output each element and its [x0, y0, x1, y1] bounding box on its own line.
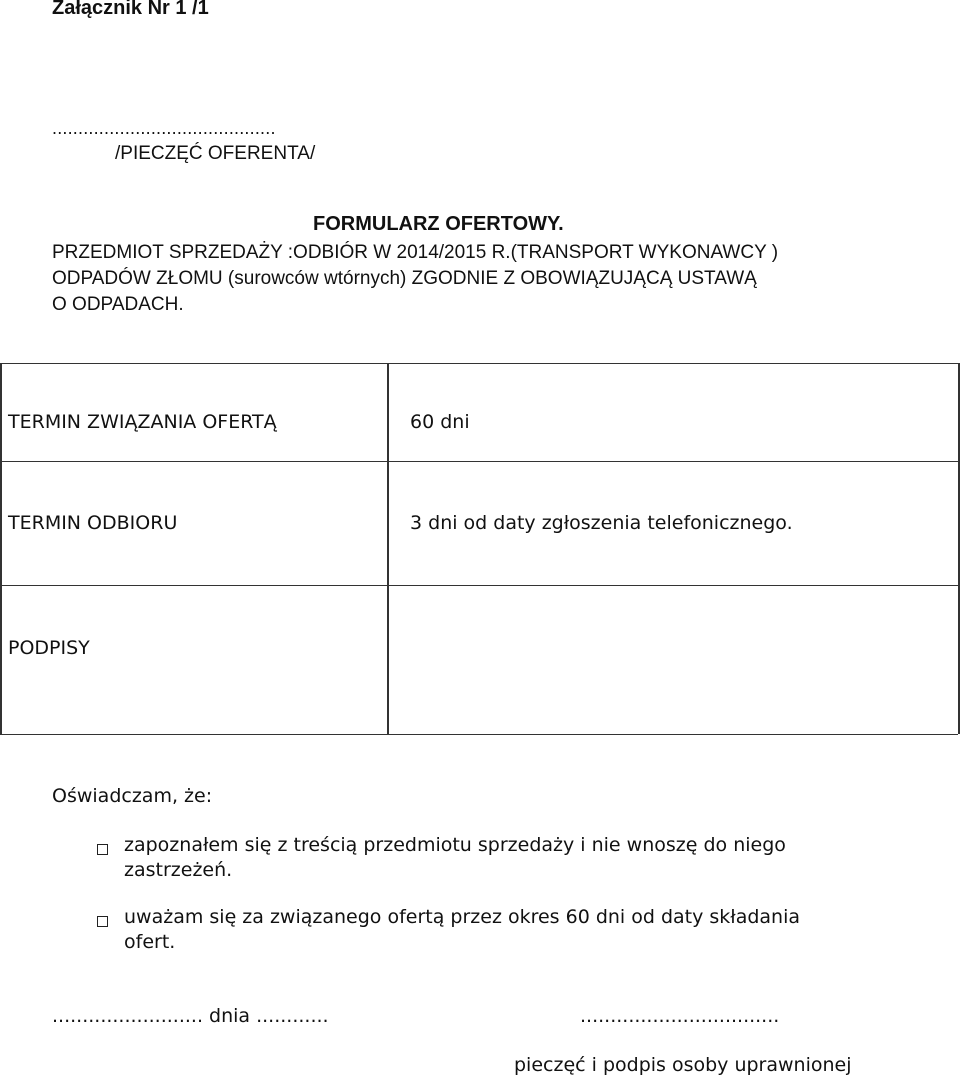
table-cell-value: 60 dni: [410, 411, 470, 433]
declaration-item-text: zastrzeżeń.: [124, 859, 233, 881]
table-row-signatures: [0, 585, 958, 735]
declaration-item-text: zapoznałem się z treścią przedmiotu sprzedaży i nie wnoszę do niego: [124, 834, 786, 856]
subject-line: O ODPADACH.: [52, 294, 184, 315]
table-row-binding-period: [0, 363, 958, 462]
declaration-intro: Oświadczam, że:: [52, 785, 213, 807]
table-border-right: [958, 363, 960, 734]
table-column-divider: [387, 363, 389, 734]
annex-number: Załącznik Nr 1 /1: [52, 0, 209, 19]
table-cell-label: PODPISY: [8, 637, 90, 659]
checkbox-bullet-icon: [97, 916, 108, 927]
declaration-item-text: uważam się za związanego ofertą przez okres 60 dni od daty składania: [124, 906, 801, 928]
table-border-left: [0, 363, 2, 734]
checkbox-bullet-icon: [97, 844, 108, 855]
declaration-item: [124, 833, 786, 883]
table-row-pickup-term: [0, 461, 958, 586]
form-title: FORMULARZ OFERTOWY.: [313, 213, 564, 235]
signature-caption: pieczęć i podpis osoby uprawnionej: [514, 1054, 852, 1076]
stamp-label: /PIECZĘĆ OFERENTA/: [115, 143, 316, 164]
table-cell-label: TERMIN ZWIĄZANIA OFERTĄ: [8, 411, 277, 433]
stamp-placeholder-dots: ...........................................: [52, 118, 276, 138]
sale-subject: [52, 240, 952, 318]
subject-line: PRZEDMIOT SPRZEDAŻY :ODBIÓR W 2014/2015 R.(TRANSPORT WYKONAWCY ): [52, 242, 779, 263]
table-cell-label: TERMIN ODBIORU: [8, 512, 178, 534]
declaration-item-text: ofert.: [124, 931, 176, 953]
declaration-item: [124, 905, 800, 955]
signature-dots: .................................: [580, 1005, 780, 1027]
subject-line: ODPADÓW ZŁOMU (surowców wtórnych) ZGODNIE Z OBOWIĄZUJĄCĄ USTAWĄ: [52, 268, 757, 289]
table-cell-value: 3 dni od daty zgłoszenia telefonicznego.: [410, 512, 793, 534]
place-date-line: ......................... dnia ............: [52, 1005, 329, 1027]
